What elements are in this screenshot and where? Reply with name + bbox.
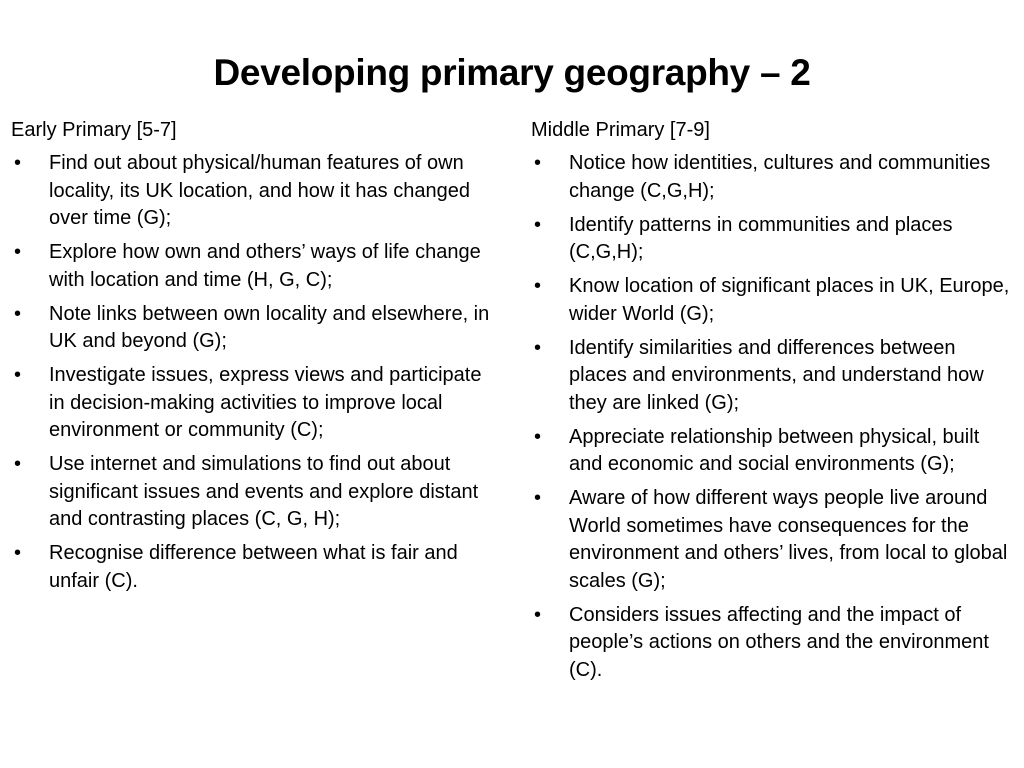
list-item bbox=[531, 485, 1016, 595]
list-item-text: Use internet and simulations to find out about significant issues and events and explore distant and contrasting places (C, G, H); bbox=[49, 453, 479, 530]
list-item-text: Aware of how different ways people live around World sometimes have consequences for the environment and others’ lives, from local to global scales (G); bbox=[569, 487, 1008, 592]
bullet-icon: • bbox=[534, 425, 542, 448]
list-item bbox=[11, 451, 501, 534]
list-item bbox=[531, 424, 1016, 479]
list-item-text: Investigate issues, express views and participate in decision-making activities to improve local environment or community (C); bbox=[49, 364, 482, 441]
bullet-icon: • bbox=[534, 487, 542, 509]
bullet-icon: • bbox=[14, 453, 22, 475]
bullet-icon: • bbox=[534, 603, 542, 626]
list-item bbox=[531, 602, 1016, 685]
list-item-text: Find out about physical/human features of own locality, its UK location, and how it has changed over time (G); bbox=[49, 152, 470, 229]
list-item-text: Considers issues affecting and the impact of people’s actions on others and the environment (C). bbox=[569, 603, 989, 681]
list-item bbox=[11, 362, 501, 445]
list-item-text: Know location of significant places in UK, Europe, wider World (G); bbox=[569, 275, 1010, 325]
bullet-icon: • bbox=[534, 152, 542, 174]
list-item-text: Recognise difference between what is fair and unfair (C). bbox=[49, 542, 458, 592]
bullet-icon: • bbox=[14, 364, 22, 386]
list-item bbox=[531, 150, 1016, 205]
list-item bbox=[531, 273, 1016, 328]
middle-primary-list bbox=[531, 150, 1016, 684]
list-item bbox=[531, 212, 1016, 267]
bullet-icon: • bbox=[534, 336, 542, 359]
bullet-icon: • bbox=[534, 213, 542, 236]
list-item bbox=[531, 335, 1016, 418]
middle-primary-column bbox=[531, 116, 1016, 691]
bullet-icon: • bbox=[14, 542, 22, 564]
bullet-icon: • bbox=[14, 152, 22, 174]
list-item bbox=[11, 150, 501, 233]
bullet-icon: • bbox=[14, 241, 22, 263]
middle-primary-heading: Middle Primary [7-9] bbox=[531, 119, 710, 141]
early-primary-column bbox=[11, 116, 501, 602]
list-item bbox=[11, 239, 501, 294]
early-primary-heading: Early Primary [5-7] bbox=[11, 119, 177, 141]
list-item bbox=[11, 301, 501, 356]
list-item-text: Note links between own locality and elsewhere, in UK and beyond (G); bbox=[49, 302, 490, 352]
bullet-icon: • bbox=[14, 302, 22, 325]
list-item-text: Identify patterns in communities and places (C,G,H); bbox=[569, 213, 953, 263]
list-item-text: Notice how identities, cultures and communities change (C,G,H); bbox=[569, 152, 991, 202]
bullet-icon: • bbox=[534, 275, 542, 297]
slide-title: Developing primary geography – 2 bbox=[213, 51, 811, 93]
list-item-text: Identify similarities and differences between places and environments, and understand how they are linked (G); bbox=[569, 336, 984, 414]
list-item bbox=[11, 540, 501, 595]
early-primary-list bbox=[11, 150, 501, 595]
list-item-text: Appreciate relationship between physical, built and economic and social environments (G); bbox=[569, 425, 980, 475]
list-item-text: Explore how own and others’ ways of life change with location and time (H, G, C); bbox=[49, 241, 481, 291]
